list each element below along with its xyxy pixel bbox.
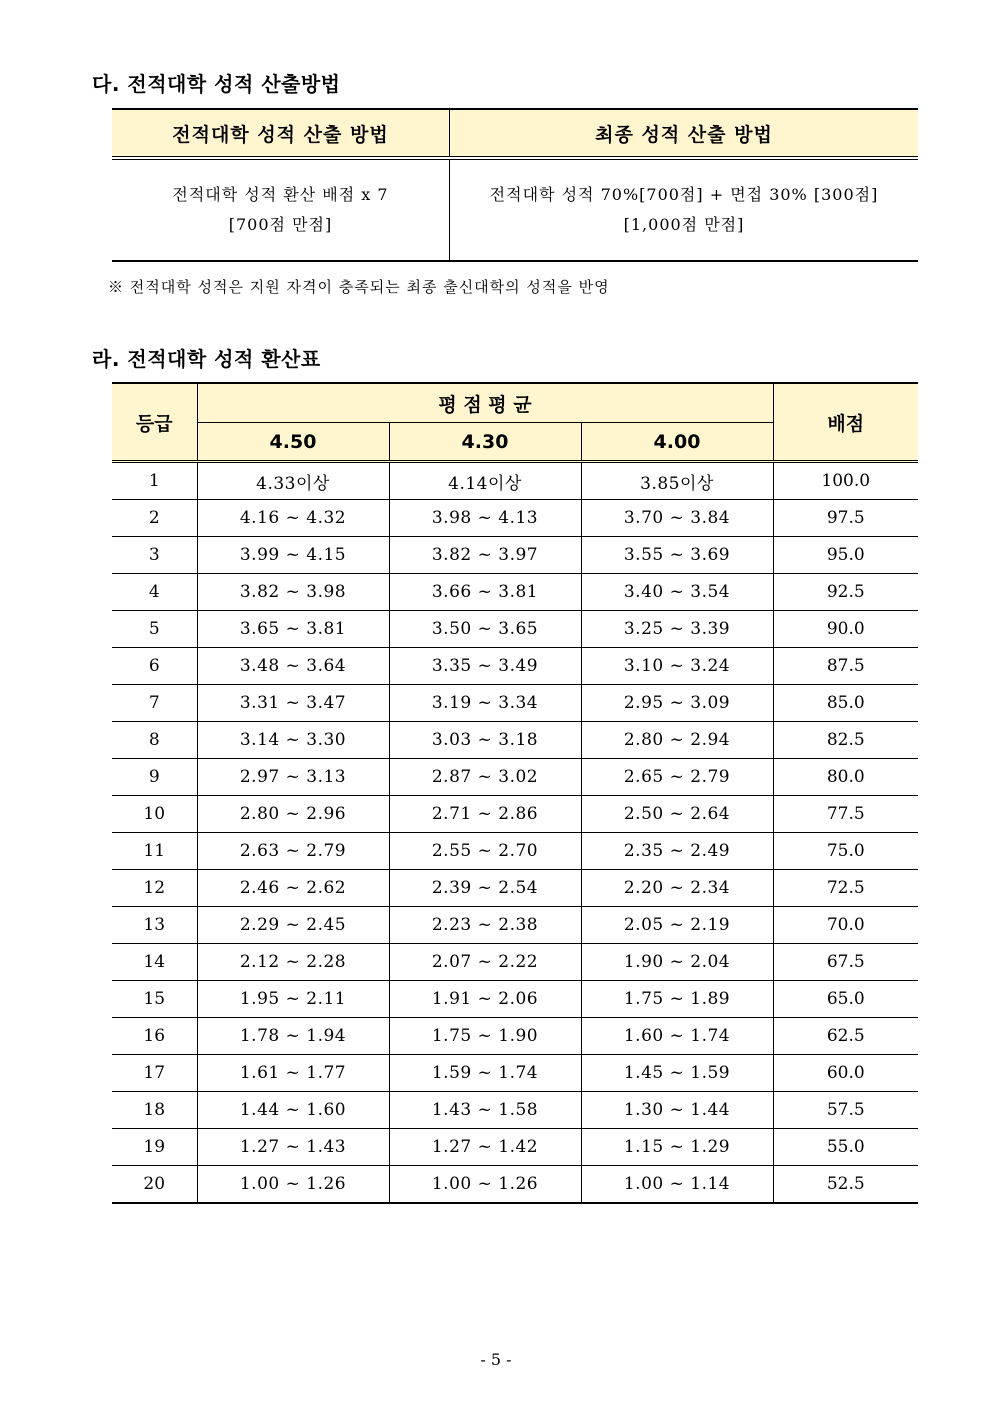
gpa-400-cell: 3.70 ~ 3.84 [581, 500, 773, 537]
gpa-400-cell: 2.20 ~ 2.34 [581, 870, 773, 907]
grade-cell: 14 [112, 944, 197, 981]
gpa-400-cell: 3.85이상 [581, 462, 773, 500]
section-title-conversion-table: 라. 전적대학 성적 환산표 [92, 347, 321, 371]
gpa-430-cell: 2.23 ~ 2.38 [389, 907, 581, 944]
gpa-450-cell: 2.80 ~ 2.96 [197, 796, 389, 833]
table-row [112, 1018, 918, 1055]
table-row [112, 1092, 918, 1129]
gpa-400-cell: 1.90 ~ 2.04 [581, 944, 773, 981]
grade-conversion-table [112, 382, 918, 1204]
score-cell: 55.0 [773, 1129, 918, 1166]
table-row [112, 722, 918, 759]
table-row [112, 611, 918, 648]
gpa-400-cell: 2.50 ~ 2.64 [581, 796, 773, 833]
table-row [112, 1055, 918, 1092]
transfer-score-method-cell [112, 160, 450, 260]
header-score: 배점 [773, 383, 918, 462]
grade-cell: 15 [112, 981, 197, 1018]
score-cell: 82.5 [773, 722, 918, 759]
method-table-body [112, 160, 918, 262]
gpa-430-cell: 3.03 ~ 3.18 [389, 722, 581, 759]
score-cell: 97.5 [773, 500, 918, 537]
table-row [112, 1129, 918, 1166]
header-scale-450: 4.50 [197, 423, 389, 462]
header-scale-400: 4.00 [581, 423, 773, 462]
table-row [112, 833, 918, 870]
gpa-430-cell: 2.55 ~ 2.70 [389, 833, 581, 870]
grade-cell: 8 [112, 722, 197, 759]
gpa-400-cell: 1.75 ~ 1.89 [581, 981, 773, 1018]
gpa-430-cell: 2.39 ~ 2.54 [389, 870, 581, 907]
final-score-method-cell [450, 160, 918, 260]
gpa-450-cell: 1.78 ~ 1.94 [197, 1018, 389, 1055]
table-row [112, 648, 918, 685]
gpa-430-cell: 1.00 ~ 1.26 [389, 1166, 581, 1204]
score-cell: 60.0 [773, 1055, 918, 1092]
grade-cell: 1 [112, 462, 197, 500]
method-table-header [112, 108, 918, 157]
grade-cell: 6 [112, 648, 197, 685]
grade-cell: 2 [112, 500, 197, 537]
score-cell: 57.5 [773, 1092, 918, 1129]
table-row [112, 981, 918, 1018]
gpa-450-cell: 1.95 ~ 2.11 [197, 981, 389, 1018]
gpa-400-cell: 3.25 ~ 3.39 [581, 611, 773, 648]
score-cell: 80.0 [773, 759, 918, 796]
score-cell: 85.0 [773, 685, 918, 722]
gpa-400-cell: 1.15 ~ 1.29 [581, 1129, 773, 1166]
grade-cell: 3 [112, 537, 197, 574]
gpa-450-cell: 2.97 ~ 3.13 [197, 759, 389, 796]
score-cell: 67.5 [773, 944, 918, 981]
score-cell: 52.5 [773, 1166, 918, 1204]
table-row [112, 1166, 918, 1204]
grade-cell: 19 [112, 1129, 197, 1166]
page-number: - 5 - [480, 1350, 512, 1369]
header-scale-430: 4.30 [389, 423, 581, 462]
gpa-450-cell: 2.29 ~ 2.45 [197, 907, 389, 944]
grade-cell: 16 [112, 1018, 197, 1055]
score-cell: 72.5 [773, 870, 918, 907]
table-row [112, 870, 918, 907]
gpa-400-cell: 3.55 ~ 3.69 [581, 537, 773, 574]
table-row [112, 759, 918, 796]
table-row [112, 537, 918, 574]
gpa-400-cell: 2.65 ~ 2.79 [581, 759, 773, 796]
score-cell: 92.5 [773, 574, 918, 611]
gpa-400-cell: 1.45 ~ 1.59 [581, 1055, 773, 1092]
grade-cell: 18 [112, 1092, 197, 1129]
gpa-430-cell: 4.14이상 [389, 462, 581, 500]
score-cell: 70.0 [773, 907, 918, 944]
gpa-430-cell: 3.98 ~ 4.13 [389, 500, 581, 537]
reflection-note: ※ 전적대학 성적은 지원 자격이 충족되는 최종 출신대학의 성적을 반영 [108, 278, 610, 296]
header-final-score-method: 최종 성적 산출 방법 [595, 123, 773, 146]
gpa-400-cell: 2.35 ~ 2.49 [581, 833, 773, 870]
gpa-400-cell: 3.40 ~ 3.54 [581, 574, 773, 611]
score-cell: 65.0 [773, 981, 918, 1018]
gpa-400-cell: 2.80 ~ 2.94 [581, 722, 773, 759]
gpa-430-cell: 2.71 ~ 2.86 [389, 796, 581, 833]
grade-cell: 17 [112, 1055, 197, 1092]
table-row [112, 907, 918, 944]
grade-cell: 20 [112, 1166, 197, 1204]
gpa-430-cell: 1.91 ~ 2.06 [389, 981, 581, 1018]
header-transfer-score-method: 전적대학 성적 산출 방법 [112, 110, 450, 156]
table-row [112, 796, 918, 833]
gpa-450-cell: 3.82 ~ 3.98 [197, 574, 389, 611]
gpa-400-cell: 2.95 ~ 3.09 [581, 685, 773, 722]
gpa-450-cell: 1.27 ~ 1.43 [197, 1129, 389, 1166]
gpa-430-cell: 2.87 ~ 3.02 [389, 759, 581, 796]
score-cell: 77.5 [773, 796, 918, 833]
gpa-450-cell: 3.31 ~ 3.47 [197, 685, 389, 722]
gpa-450-cell: 2.12 ~ 2.28 [197, 944, 389, 981]
grade-table-body [112, 462, 918, 1204]
gpa-430-cell: 3.50 ~ 3.65 [389, 611, 581, 648]
header-grade: 등급 [112, 383, 197, 462]
grade-cell: 12 [112, 870, 197, 907]
gpa-430-cell: 1.27 ~ 1.42 [389, 1129, 581, 1166]
section-title-calculation-method: 다. 전적대학 성적 산출방법 [92, 72, 341, 96]
gpa-450-cell: 1.00 ~ 1.26 [197, 1166, 389, 1204]
gpa-450-cell: 3.99 ~ 4.15 [197, 537, 389, 574]
gpa-450-cell: 3.65 ~ 3.81 [197, 611, 389, 648]
table-row [112, 944, 918, 981]
final-score-max: [1,000점 만점] [623, 215, 745, 234]
transfer-score-max: [700점 만점] [228, 215, 333, 234]
gpa-450-cell: 1.61 ~ 1.77 [197, 1055, 389, 1092]
grade-cell: 4 [112, 574, 197, 611]
table-row [112, 685, 918, 722]
grade-cell: 11 [112, 833, 197, 870]
gpa-400-cell: 2.05 ~ 2.19 [581, 907, 773, 944]
score-cell: 95.0 [773, 537, 918, 574]
grade-cell: 9 [112, 759, 197, 796]
score-cell: 87.5 [773, 648, 918, 685]
gpa-430-cell: 3.35 ~ 3.49 [389, 648, 581, 685]
gpa-450-cell: 3.14 ~ 3.30 [197, 722, 389, 759]
score-cell: 62.5 [773, 1018, 918, 1055]
score-cell: 75.0 [773, 833, 918, 870]
gpa-400-cell: 3.10 ~ 3.24 [581, 648, 773, 685]
gpa-450-cell: 3.48 ~ 3.64 [197, 648, 389, 685]
gpa-430-cell: 1.43 ~ 1.58 [389, 1092, 581, 1129]
gpa-430-cell: 1.59 ~ 1.74 [389, 1055, 581, 1092]
transfer-score-formula: 전적대학 성적 환산 배점 x 7 [172, 185, 389, 204]
grade-cell: 10 [112, 796, 197, 833]
grade-cell: 13 [112, 907, 197, 944]
gpa-400-cell: 1.30 ~ 1.44 [581, 1092, 773, 1129]
gpa-430-cell: 2.07 ~ 2.22 [389, 944, 581, 981]
calculation-method-table [112, 108, 918, 262]
table-row [112, 462, 918, 500]
final-score-formula: 전적대학 성적 70%[700점] + 면접 30% [300점] [489, 185, 879, 204]
gpa-430-cell: 3.66 ~ 3.81 [389, 574, 581, 611]
gpa-430-cell: 1.75 ~ 1.90 [389, 1018, 581, 1055]
gpa-450-cell: 1.44 ~ 1.60 [197, 1092, 389, 1129]
gpa-450-cell: 4.33이상 [197, 462, 389, 500]
gpa-450-cell: 4.16 ~ 4.32 [197, 500, 389, 537]
score-cell: 90.0 [773, 611, 918, 648]
gpa-450-cell: 2.63 ~ 2.79 [197, 833, 389, 870]
score-cell: 100.0 [773, 462, 918, 500]
gpa-400-cell: 1.00 ~ 1.14 [581, 1166, 773, 1204]
gpa-450-cell: 2.46 ~ 2.62 [197, 870, 389, 907]
gpa-430-cell: 3.82 ~ 3.97 [389, 537, 581, 574]
gpa-430-cell: 3.19 ~ 3.34 [389, 685, 581, 722]
grade-cell: 7 [112, 685, 197, 722]
grade-cell: 5 [112, 611, 197, 648]
table-row [112, 500, 918, 537]
gpa-400-cell: 1.60 ~ 1.74 [581, 1018, 773, 1055]
table-row [112, 574, 918, 611]
header-gpa-average: 평 점 평 균 [197, 383, 773, 423]
